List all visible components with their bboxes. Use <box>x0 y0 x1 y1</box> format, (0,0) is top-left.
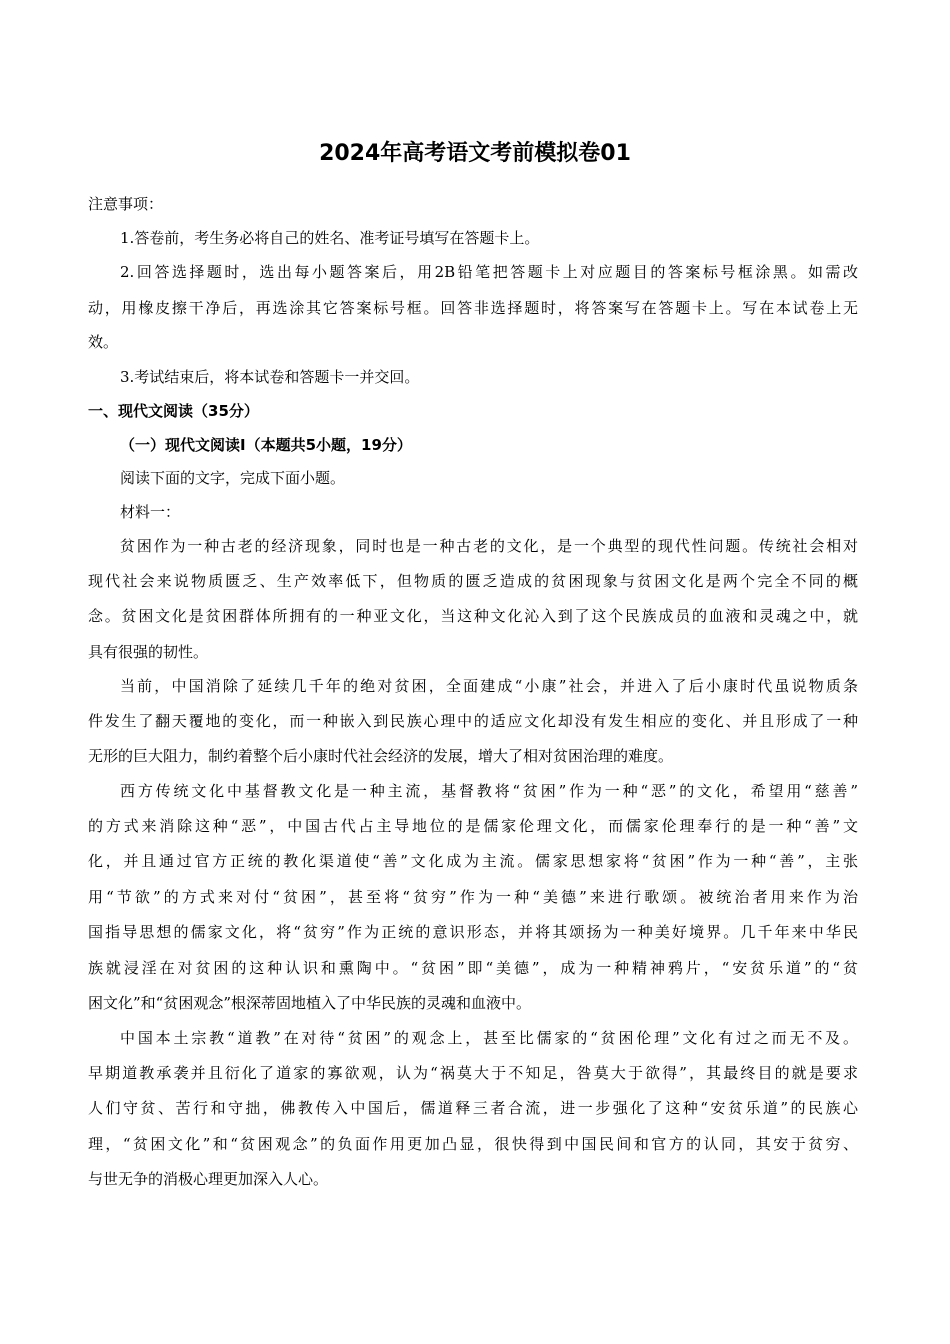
section-heading: 一、现代文阅读（35分） <box>88 402 259 420</box>
notice-item-2-line-3: 效。 <box>88 333 119 351</box>
reading-instruction: 阅读下面的文字，完成下面小题。 <box>120 469 346 487</box>
section-subheading: （一）现代文阅读Ⅰ（本题共5小题，19分） <box>120 436 412 454</box>
notice-item-2-line-1: 2.回答选择题时，选出每小题答案后，用2B铅笔把答题卡上对应题目的答案标号框涂黑。如需改 <box>120 263 858 281</box>
passage-line: 国指导思想的儒家文化，将“贫穷”作为正统的意识形态，并将其颂扬为一种美好境界。几千年来中华民 <box>88 923 858 941</box>
notice-heading: 注意事项： <box>88 195 164 213</box>
passage-line: 具有很强的韧性。 <box>88 643 209 661</box>
passage-line: 化，并且通过官方正统的教化渠道使“善”文化成为主流。儒家思想家将“贫困”作为一种“善”，主张 <box>88 852 858 870</box>
notice-item-1: 1.答卷前，考生务必将自己的姓名、准考证号填写在答题卡上。 <box>120 229 540 247</box>
passage-line: 西方传统文化中基督教文化是一种主流，基督教将“贫困”作为一种“恶”的文化，希望用“慈善” <box>120 782 858 800</box>
passage-line: 理，“贫困文化”和“贫困观念”的负面作用更加凸显，很快得到中国民间和官方的认同，其安于贫穷、 <box>88 1135 858 1153</box>
passage-line: 念。贫困文化是贫困群体所拥有的一种亚文化，当这种文化沁入到了这个民族成员的血液和灵魂之中，就 <box>88 607 858 625</box>
exam-title: 2024年高考语文考前模拟卷01 <box>319 141 631 166</box>
passage-line: 用“节欲”的方式来对付“贫困”，甚至将“贫穷”作为一种“美德”来进行歌颂。被统治者用来作为治 <box>88 888 858 906</box>
passage-line: 的方式来消除这种“恶”，中国古代占主导地位的是儒家伦理文化，而儒家伦理奉行的是一种“善”文 <box>88 817 858 835</box>
notice-item-3: 3.考试结束后，将本试卷和答题卡一并交回。 <box>120 368 420 386</box>
notice-item-2-line-2: 动，用橡皮擦干净后，再选涂其它答案标号框。回答非选择题时，将答案写在答题卡上。写在本试卷上无 <box>88 299 858 317</box>
passage-line: 人们守贫、苦行和守拙，佛教传入中国后，儒道释三者合流，进一步强化了这种“安贫乐道”的民族心 <box>88 1099 858 1117</box>
passage-line: 中国本土宗教“道教”在对待“贫困”的观念上，甚至比儒家的“贫困伦理”文化有过之而无不及。 <box>120 1029 858 1047</box>
passage-line: 与世无争的消极心理更加深入人心。 <box>88 1170 329 1188</box>
passage-line: 件发生了翻天覆地的变化，而一种嵌入到民族心理中的适应文化却没有发生相应的变化、并且形成了一种 <box>88 712 858 730</box>
passage-line: 无形的巨大阻力，制约着整个后小康时代社会经济的发展，增大了相对贫困治理的难度。 <box>88 747 674 765</box>
passage-line: 贫困作为一种古老的经济现象，同时也是一种古老的文化，是一个典型的现代性问题。传统社会相对 <box>120 537 858 555</box>
passage-line: 现代社会来说物质匮乏、生产效率低下，但物质的匮乏造成的贫困现象与贫困文化是两个完全不同的概 <box>88 572 858 590</box>
passage-line: 困文化”和“贫困观念”根深蒂固地植入了中华民族的灵魂和血液中。 <box>88 994 532 1012</box>
material-label: 材料一： <box>120 503 181 521</box>
passage-line: 早期道教承袭并且衍化了道家的寡欲观，认为“祸莫大于不知足，咎莫大于欲得”，其最终目的就是要求 <box>88 1064 858 1082</box>
passage-line: 当前，中国消除了延续几千年的绝对贫困，全面建成“小康”社会，并进入了后小康时代虽说物质条 <box>120 677 858 695</box>
passage-line: 族就浸淫在对贫困的这种认识和熏陶中。“贫困”即“美德”，成为一种精神鸦片，“安贫乐道”的“贫 <box>88 959 858 977</box>
